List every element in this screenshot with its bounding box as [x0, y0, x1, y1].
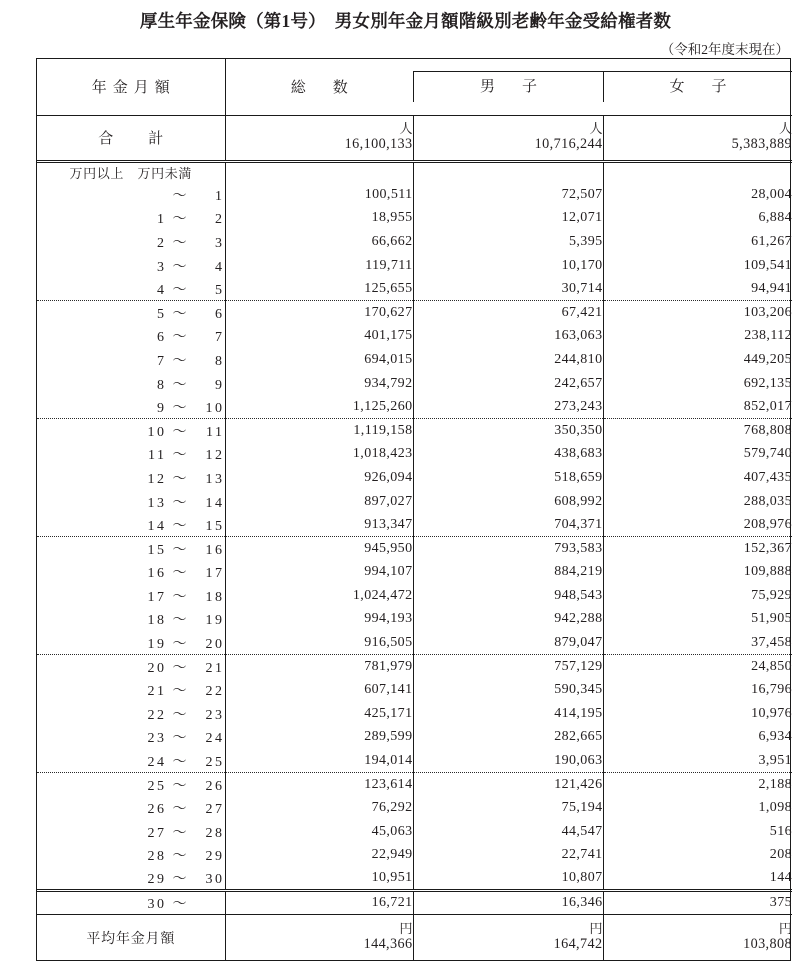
header-pension-monthly-amount: 年金月額 [37, 59, 225, 115]
bracket-tilde: ～ [172, 660, 187, 676]
row-value-total: 1,024,472 [225, 584, 413, 608]
bracket-upper-bound: 20 [205, 636, 225, 652]
bracket-upper-bound: 28 [205, 825, 225, 841]
row-value-male: 190,063 [413, 749, 603, 773]
row-value-total: 18,955 [225, 207, 413, 231]
row-value-female: 288,035 [603, 490, 792, 514]
bracket-lower-bound: 26 [147, 802, 167, 818]
bracket-upper-bound: 14 [205, 495, 225, 511]
row-value-male: 704,371 [413, 513, 603, 537]
summary-female-value: 5,383,889 [731, 135, 792, 152]
bracket-range-cell [37, 844, 225, 868]
bracket-range-cell [37, 749, 225, 773]
row-value-female: 852,017 [603, 395, 792, 419]
average-label: 平均年金月額 [86, 931, 176, 947]
row-value-male: 22,741 [413, 844, 603, 868]
average-female-cell [603, 914, 792, 960]
bracket-lower-bound: 24 [147, 754, 167, 770]
table-row [37, 726, 792, 750]
row-value-total: 425,171 [225, 702, 413, 726]
row-value-female: 16,796 [603, 678, 792, 702]
table-row [37, 702, 792, 726]
bracket-upper-bound: 7 [215, 330, 225, 346]
bracket-tilde: ～ [172, 872, 187, 888]
unit-people-female: 人 [778, 121, 792, 137]
bracket-range-cell [37, 702, 225, 726]
bracket-upper-bound: 6 [215, 307, 225, 323]
table-header-row [37, 59, 792, 115]
row-value-female: 75,929 [603, 584, 792, 608]
bracket-units-total-spacer [225, 161, 413, 183]
bracket-tilde: ～ [172, 802, 187, 818]
row-value-total: 1,119,158 [225, 419, 413, 443]
row-value-total: 194,014 [225, 749, 413, 773]
header-female: 女 子 [603, 71, 792, 102]
row-value-male: 350,350 [413, 419, 603, 443]
summary-total-value-cell [225, 115, 413, 161]
bracket-tilde: ～ [172, 235, 187, 251]
bracket-upper-bound: 10 [205, 400, 225, 416]
bracket-range-cell [37, 584, 225, 608]
table-row [37, 773, 792, 797]
bracket-lower-bound: 6 [157, 330, 167, 346]
bracket-upper-bound: 23 [205, 707, 225, 723]
bracket-range-cell [37, 561, 225, 585]
bracket-tilde: ～ [172, 684, 187, 700]
bracket-range-cell [37, 325, 225, 349]
bracket-range-cell [37, 726, 225, 750]
bracket-range-cell [37, 820, 225, 844]
bracket-tilde: ～ [172, 424, 187, 440]
bracket-lower-bound: 16 [147, 566, 167, 582]
bracket-upper-bound: 12 [205, 448, 225, 464]
row-value-male: 72,507 [413, 183, 603, 207]
table-row [37, 584, 792, 608]
bracket-tilde: ～ [172, 282, 187, 298]
bracket-range-cell [37, 207, 225, 231]
bracket-range-cell [37, 867, 225, 891]
bracket-tilde: ～ [172, 707, 187, 723]
table-row [37, 395, 792, 419]
bracket-upper-bound: 11 [206, 424, 225, 440]
row-value-female: 10,976 [603, 702, 792, 726]
bracket-lower-bound: 17 [147, 589, 167, 605]
table-row [37, 348, 792, 372]
average-total-value: 144,366 [363, 936, 413, 953]
row-value-male: 414,195 [413, 702, 603, 726]
average-total-cell [225, 914, 413, 960]
bracket-lower-bound: 11 [148, 448, 167, 464]
bracket-tilde: ～ [172, 542, 187, 558]
bracket-upper-bound: 25 [205, 754, 225, 770]
row-value-male: 590,345 [413, 678, 603, 702]
row-value-male: 67,421 [413, 301, 603, 325]
table-row [37, 419, 792, 443]
row-value-male: 5,395 [413, 230, 603, 254]
table-row [37, 466, 792, 490]
bracket-tilde: ～ [172, 212, 187, 228]
header-male: 男 子 [413, 71, 603, 102]
bracket-range-cell [37, 395, 225, 419]
row-value-female: 103,206 [603, 301, 792, 325]
bracket-units-male-spacer [413, 161, 603, 183]
bracket-lower-bound: 20 [147, 660, 167, 676]
bracket-tilde: ～ [172, 589, 187, 605]
summary-male-value: 10,716,244 [534, 135, 603, 152]
row-value-male: 282,665 [413, 726, 603, 750]
bracket-tilde: ～ [172, 636, 187, 652]
row-value-total: 781,979 [225, 655, 413, 679]
row-value-total: 1,125,260 [225, 395, 413, 419]
row-value-female: 516 [603, 820, 792, 844]
table-row [37, 443, 792, 467]
bracket-lower-bound: 30 [147, 897, 167, 913]
row-value-female: 6,934 [603, 726, 792, 750]
row-value-total: 22,949 [225, 844, 413, 868]
bracket-range-cell [37, 513, 225, 537]
bracket-tilde: ～ [172, 495, 187, 511]
bracket-tilde: ～ [172, 471, 187, 487]
row-value-female: 51,905 [603, 608, 792, 632]
bracket-range-cell [37, 773, 225, 797]
row-value-male: 10,807 [413, 867, 603, 891]
row-value-total: 934,792 [225, 372, 413, 396]
row-value-total: 66,662 [225, 230, 413, 254]
summary-total-row [37, 115, 792, 161]
bracket-upper-bound: 9 [215, 377, 225, 393]
bracket-range-cell [37, 537, 225, 561]
header-female-cell [603, 59, 792, 115]
table-row [37, 655, 792, 679]
row-value-male: 608,992 [413, 490, 603, 514]
bracket-upper-bound: 2 [215, 212, 225, 228]
bracket-upper-bound: 8 [215, 353, 225, 369]
bracket-upper-bound: 13 [205, 471, 225, 487]
row-value-male: 16,346 [413, 891, 603, 915]
bracket-units-female-spacer [603, 161, 792, 183]
bracket-lower-bound: 12 [147, 471, 167, 487]
bracket-range-cell [37, 608, 225, 632]
bracket-tilde: ～ [172, 897, 187, 913]
row-value-total: 119,711 [225, 254, 413, 278]
unit-people-total: 人 [399, 121, 413, 137]
bracket-lower-bound: 4 [157, 282, 167, 298]
row-value-total: 123,614 [225, 773, 413, 797]
row-value-female: 94,941 [603, 277, 792, 301]
bracket-upper-bound: 19 [205, 613, 225, 629]
unit-yen-male: 円 [589, 921, 603, 937]
bracket-lower-bound: 19 [147, 636, 167, 652]
header-total: 総 数 [225, 59, 413, 115]
row-value-total: 125,655 [225, 277, 413, 301]
as-of-date-note: （令和2年度末現在） [660, 42, 789, 57]
row-value-total: 694,015 [225, 348, 413, 372]
bracket-lower-bound: 14 [147, 518, 167, 534]
bracket-tilde: ～ [172, 849, 187, 865]
row-value-male: 242,657 [413, 372, 603, 396]
row-value-total: 1,018,423 [225, 443, 413, 467]
row-value-female: 28,004 [603, 183, 792, 207]
row-value-male: 884,219 [413, 561, 603, 585]
bracket-tilde: ～ [172, 377, 187, 393]
row-value-male: 948,543 [413, 584, 603, 608]
table-row [37, 207, 792, 231]
row-value-female: 407,435 [603, 466, 792, 490]
bracket-upper-bound: 27 [205, 802, 225, 818]
bracket-lower-bound: 13 [147, 495, 167, 511]
row-value-male: 793,583 [413, 537, 603, 561]
table-row [37, 301, 792, 325]
table-row [37, 537, 792, 561]
bracket-lower-bound: 27 [147, 825, 167, 841]
row-value-total: 100,511 [225, 183, 413, 207]
row-value-male: 438,683 [413, 443, 603, 467]
summary-female-value-cell [603, 115, 792, 161]
row-value-male: 10,170 [413, 254, 603, 278]
row-value-female: 3,951 [603, 749, 792, 773]
row-value-male: 75,194 [413, 796, 603, 820]
row-value-total: 10,951 [225, 867, 413, 891]
row-value-female: 579,740 [603, 443, 792, 467]
average-male-value: 164,742 [553, 936, 603, 953]
average-female-value: 103,808 [743, 936, 792, 953]
table-row [37, 254, 792, 278]
table-row [37, 372, 792, 396]
row-value-female: 375 [603, 891, 792, 915]
page-title: 厚生年金保険（第1号） 男女別年金月額階級別老齢年金受給権者数 [139, 11, 672, 31]
bracket-upper-bound: 22 [205, 684, 225, 700]
bracket-range-cell [37, 372, 225, 396]
bracket-lower-bound: 21 [147, 684, 167, 700]
bracket-lower-bound: 28 [147, 849, 167, 865]
row-value-total: 45,063 [225, 820, 413, 844]
row-value-female: 24,850 [603, 655, 792, 679]
bracket-upper-bound: 18 [205, 589, 225, 605]
bracket-lower-bound: 15 [147, 542, 167, 558]
table-row [37, 820, 792, 844]
table-row [37, 796, 792, 820]
row-value-total: 994,107 [225, 561, 413, 585]
row-value-female: 768,808 [603, 419, 792, 443]
row-value-male: 12,071 [413, 207, 603, 231]
row-value-female: 144 [603, 867, 792, 891]
table-row [37, 891, 792, 915]
row-value-female: 692,135 [603, 372, 792, 396]
row-value-male: 879,047 [413, 631, 603, 655]
bracket-tilde: ～ [172, 330, 187, 346]
bracket-lower-bound: 29 [147, 872, 167, 888]
bracket-range-cell [37, 631, 225, 655]
bracket-lower-bound: 9 [157, 400, 167, 416]
table-row [37, 183, 792, 207]
row-value-male: 121,426 [413, 773, 603, 797]
header-male-cell [413, 59, 603, 115]
average-pension-row [37, 914, 792, 960]
row-value-total: 607,141 [225, 678, 413, 702]
row-value-male: 273,243 [413, 395, 603, 419]
row-value-total: 913,347 [225, 513, 413, 537]
row-value-female: 208 [603, 844, 792, 868]
table-row [37, 277, 792, 301]
row-value-male: 942,288 [413, 608, 603, 632]
row-value-total: 926,094 [225, 466, 413, 490]
bracket-upper-bound: 30 [205, 872, 225, 888]
row-value-male: 518,659 [413, 466, 603, 490]
bracket-tilde: ～ [172, 778, 187, 794]
summary-male-value-cell [413, 115, 603, 161]
table-row [37, 678, 792, 702]
row-value-male: 757,129 [413, 655, 603, 679]
bracket-lower-bound: 5 [157, 307, 167, 323]
bracket-upper-bound: 1 [215, 188, 225, 204]
table-row [37, 749, 792, 773]
row-value-male: 30,714 [413, 277, 603, 301]
row-value-male: 163,063 [413, 325, 603, 349]
bracket-range-cell [37, 466, 225, 490]
bracket-lower-bound: 3 [157, 259, 167, 275]
row-value-total: 76,292 [225, 796, 413, 820]
bracket-tilde: ～ [172, 307, 187, 323]
pension-statistics-table [36, 58, 791, 961]
bracket-upper-bound: 5 [215, 282, 225, 298]
bracket-upper-bound: 24 [205, 731, 225, 747]
bracket-tilde: ～ [172, 400, 187, 416]
bracket-range-cell [37, 891, 225, 915]
table-row [37, 325, 792, 349]
bracket-units-row [37, 161, 792, 183]
row-value-total: 994,193 [225, 608, 413, 632]
bracket-lower-bound: 10 [147, 424, 167, 440]
table-row [37, 561, 792, 585]
bracket-upper-bound: 3 [215, 235, 225, 251]
row-value-total: 16,721 [225, 891, 413, 915]
table-row [37, 631, 792, 655]
bracket-units-label: 万円以上 万円未満 [69, 166, 192, 182]
row-value-male: 44,547 [413, 820, 603, 844]
bracket-tilde: ～ [172, 566, 187, 582]
row-value-female: 449,205 [603, 348, 792, 372]
row-value-total: 401,175 [225, 325, 413, 349]
bracket-tilde: ～ [172, 825, 187, 841]
table-row [37, 867, 792, 891]
unit-people-male: 人 [589, 121, 603, 137]
bracket-range-cell [37, 254, 225, 278]
bracket-upper-bound: 4 [215, 259, 225, 275]
bracket-lower-bound: 7 [157, 353, 167, 369]
row-value-female: 208,976 [603, 513, 792, 537]
row-value-female: 1,098 [603, 796, 792, 820]
row-value-female: 109,541 [603, 254, 792, 278]
row-value-total: 916,505 [225, 631, 413, 655]
bracket-upper-bound: 26 [205, 778, 225, 794]
row-value-female: 6,884 [603, 207, 792, 231]
unit-yen-total: 円 [399, 921, 413, 937]
bracket-range-cell [37, 277, 225, 301]
average-male-cell [413, 914, 603, 960]
bracket-lower-bound: 1 [157, 212, 167, 228]
bracket-lower-bound: 18 [147, 613, 167, 629]
row-value-female: 109,888 [603, 561, 792, 585]
table-row [37, 608, 792, 632]
row-value-male: 244,810 [413, 348, 603, 372]
bracket-tilde: ～ [172, 259, 187, 275]
bracket-range-cell [37, 230, 225, 254]
bracket-range-cell [37, 419, 225, 443]
bracket-range-cell [37, 796, 225, 820]
bracket-range-cell [37, 301, 225, 325]
bracket-upper-bound: 16 [205, 542, 225, 558]
row-value-female: 2,188 [603, 773, 792, 797]
bracket-lower-bound: 25 [147, 778, 167, 794]
bracket-tilde: ～ [172, 448, 187, 464]
table-row [37, 490, 792, 514]
row-value-female: 37,458 [603, 631, 792, 655]
row-value-female: 61,267 [603, 230, 792, 254]
bracket-lower-bound: 2 [157, 235, 167, 251]
bracket-tilde: ～ [172, 754, 187, 770]
row-value-female: 238,112 [603, 325, 792, 349]
row-value-female: 152,367 [603, 537, 792, 561]
table-row [37, 513, 792, 537]
bracket-tilde: ～ [172, 731, 187, 747]
table-row [37, 230, 792, 254]
unit-yen-female: 円 [778, 921, 792, 937]
bracket-lower-bound: 8 [157, 377, 167, 393]
bracket-tilde: ～ [172, 518, 187, 534]
bracket-upper-bound: 21 [205, 660, 225, 676]
bracket-upper-bound: 15 [205, 518, 225, 534]
row-value-total: 945,950 [225, 537, 413, 561]
bracket-range-cell [37, 348, 225, 372]
bracket-range-cell [37, 655, 225, 679]
bracket-tilde: ～ [172, 353, 187, 369]
bracket-tilde: ～ [172, 613, 187, 629]
row-value-total: 289,599 [225, 726, 413, 750]
bracket-range-cell [37, 490, 225, 514]
bracket-range-cell [37, 443, 225, 467]
bracket-tilde: ～ [172, 188, 187, 204]
bracket-range-cell [37, 183, 225, 207]
bracket-upper-bound: 29 [205, 849, 225, 865]
bracket-lower-bound: 22 [147, 707, 167, 723]
row-value-total: 170,627 [225, 301, 413, 325]
summary-label: 合 計 [37, 115, 225, 161]
bracket-lower-bound: 23 [147, 731, 167, 747]
bracket-upper-bound: 17 [205, 566, 225, 582]
summary-total-value: 16,100,133 [344, 135, 413, 152]
row-value-total: 897,027 [225, 490, 413, 514]
table-row [37, 844, 792, 868]
bracket-range-cell [37, 678, 225, 702]
